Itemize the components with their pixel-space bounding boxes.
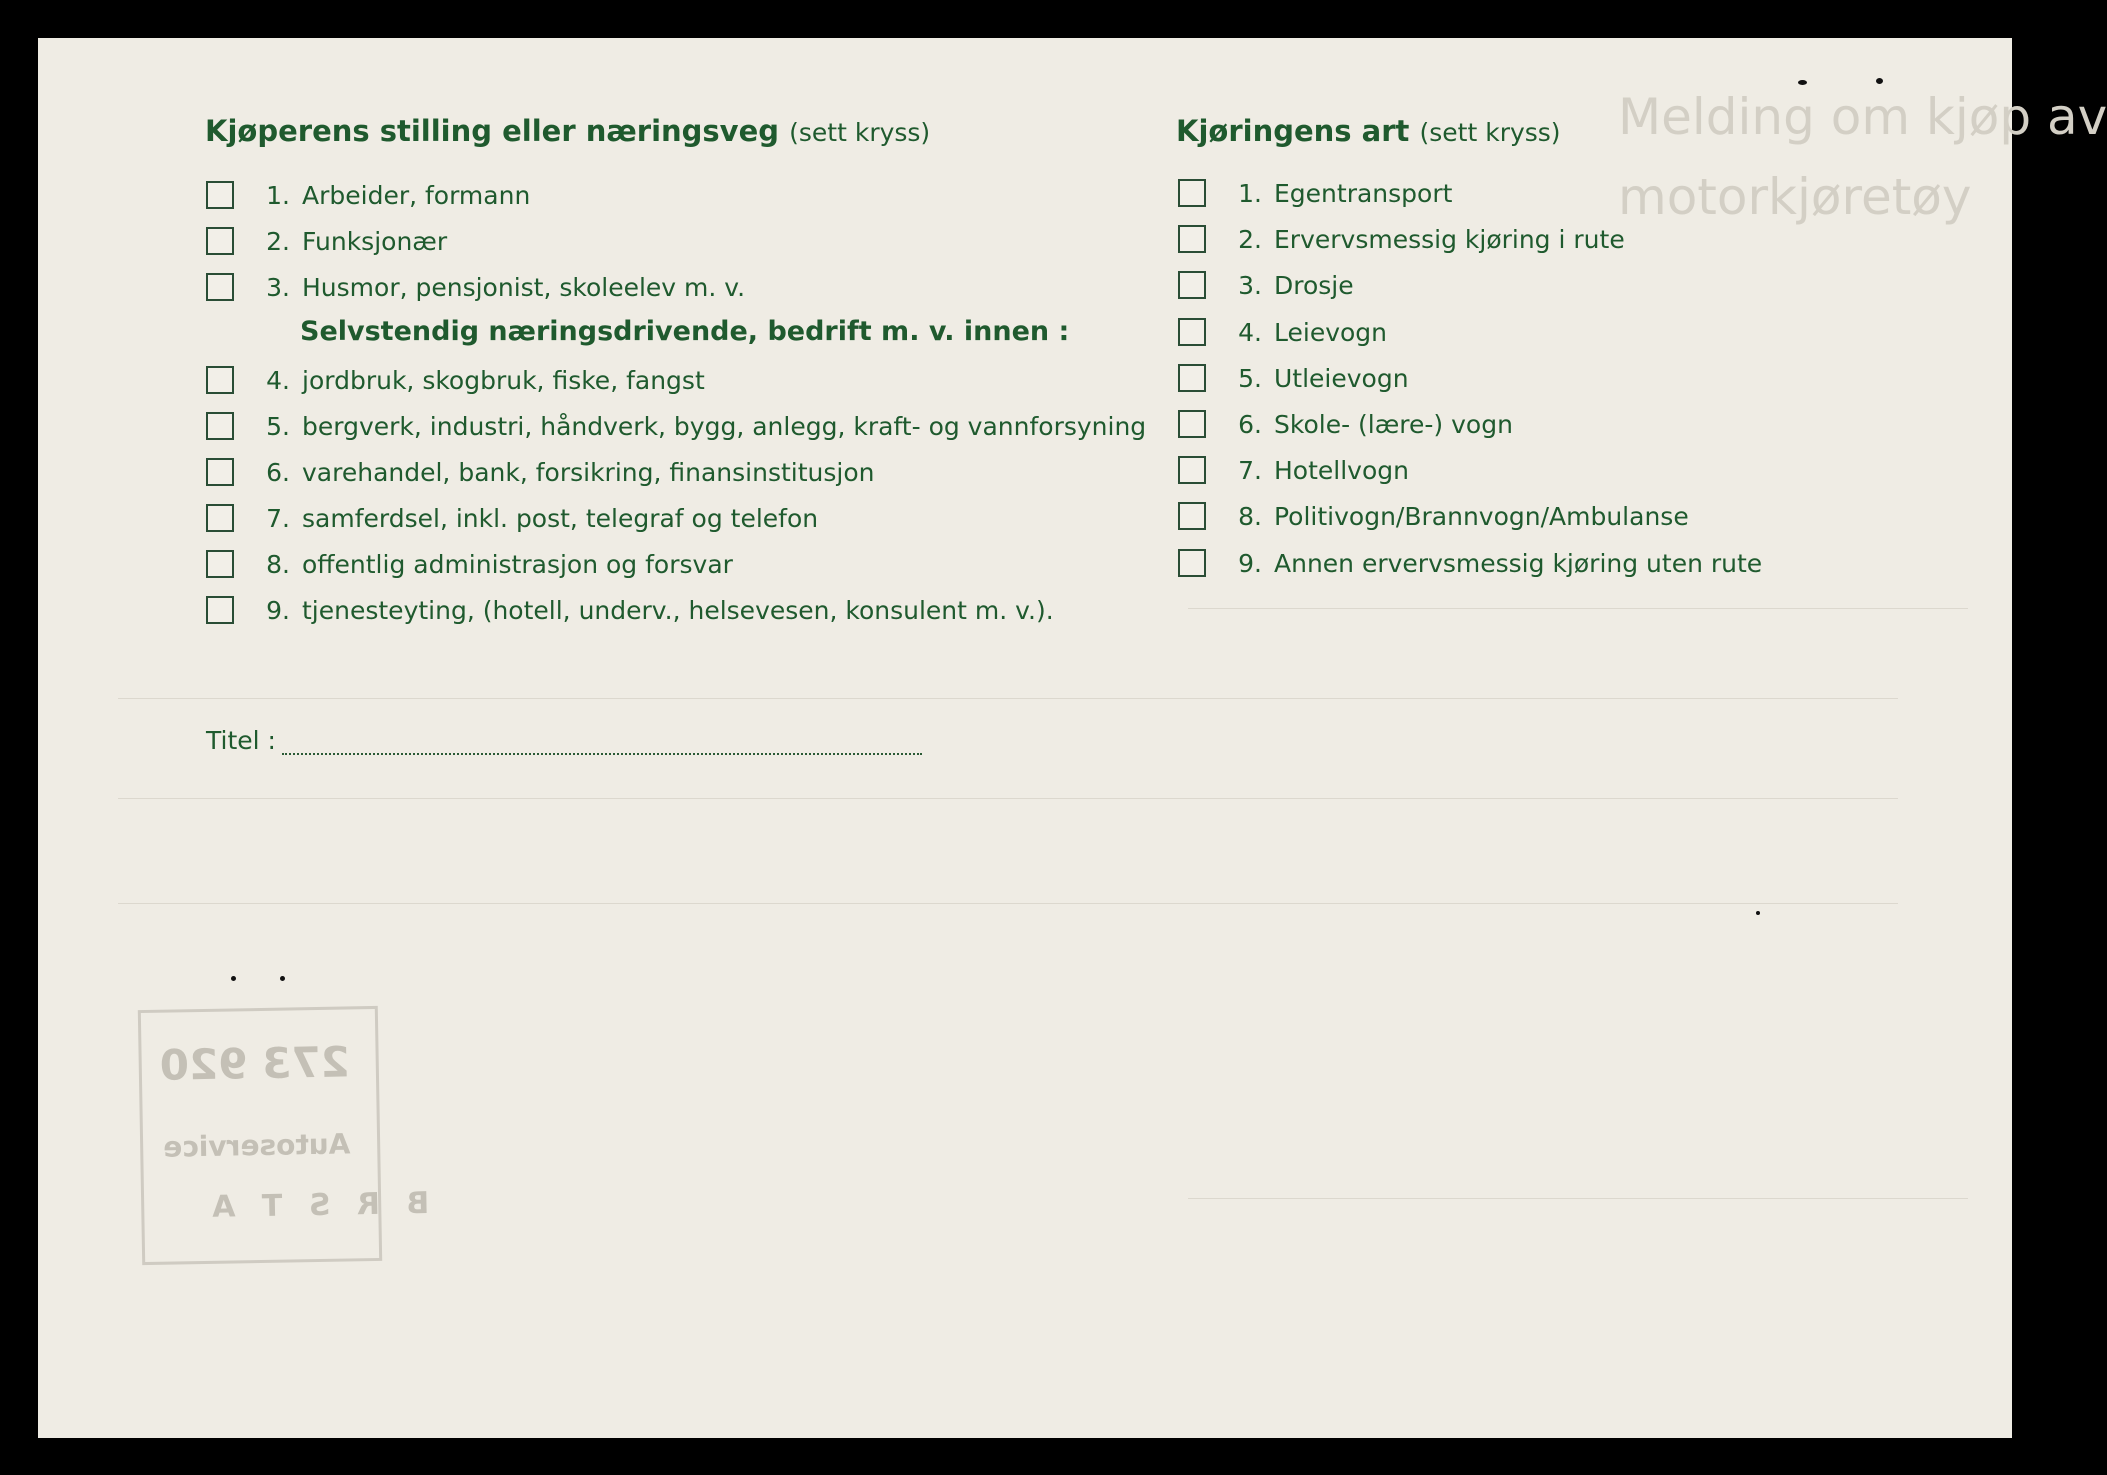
option-number: 7.: [266, 503, 290, 533]
buyer-occupation-title: Kjøperens stilling eller næringsveg: [205, 114, 780, 148]
checkbox[interactable]: [206, 550, 234, 578]
dust-speck: [1756, 911, 1760, 915]
option-label: Annen ervervsmessig kjøring uten rute: [1274, 548, 1763, 578]
driving-option-6[interactable]: [1178, 407, 1513, 441]
option-label: Arbeider, formann: [302, 180, 531, 210]
dealer-stamp: [138, 1006, 430, 1265]
dust-speck: [1876, 78, 1883, 84]
option-label: bergverk, industri, håndverk, bygg, anlegg, kraft- og vannforsyning: [302, 411, 1147, 441]
checkbox[interactable]: [206, 273, 234, 301]
driving-option-9[interactable]: [1178, 546, 1762, 580]
checkbox[interactable]: [1178, 410, 1206, 438]
option-label: Leievogn: [1274, 317, 1388, 347]
driving-option-1[interactable]: [1178, 176, 1452, 210]
show-through-rule: [118, 798, 1898, 799]
checkbox[interactable]: [1178, 179, 1206, 207]
checkbox[interactable]: [1178, 271, 1206, 299]
buyer-option-4[interactable]: [206, 363, 705, 397]
checkbox[interactable]: [206, 366, 234, 394]
driving-option-8[interactable]: [1178, 499, 1689, 533]
option-number: 5.: [266, 411, 290, 441]
option-label: Drosje: [1274, 270, 1354, 300]
buyer-option-8[interactable]: [206, 547, 733, 581]
buyer-occupation-heading: [205, 114, 930, 148]
option-number: 4.: [1238, 317, 1262, 347]
buyer-option-6[interactable]: [206, 455, 875, 489]
driving-option-7[interactable]: [1178, 453, 1409, 487]
option-number: 6.: [266, 457, 290, 487]
option-number: 8.: [266, 549, 290, 579]
show-through-rule: [1188, 1198, 1968, 1199]
option-number: 3.: [266, 272, 290, 302]
option-label: Hotellvogn: [1274, 455, 1409, 485]
option-number: 1.: [266, 180, 290, 210]
driving-option-4[interactable]: [1178, 315, 1387, 349]
option-label: Husmor, pensjonist, skoleelev m. v.: [302, 272, 746, 302]
option-number: 6.: [1238, 409, 1262, 439]
option-number: 9.: [1238, 548, 1262, 578]
checkbox[interactable]: [1178, 225, 1206, 253]
buyer-option-3[interactable]: [206, 270, 745, 304]
checkbox[interactable]: [1178, 502, 1206, 530]
option-label: varehandel, bank, forsikring, finansinstitusjon: [302, 457, 875, 487]
option-label: offentlig administrasjon og forsvar: [302, 549, 733, 579]
checkbox[interactable]: [1178, 364, 1206, 392]
option-label: tjenesteyting, (hotell, underv., helsevesen, konsulent m. v.).: [302, 595, 1054, 625]
form-sheet: [38, 38, 2107, 1438]
buyer-option-7[interactable]: [206, 501, 818, 535]
stamp-name: Autoservice: [162, 1127, 351, 1164]
show-through-heading: Melding om kjøp av: [1618, 88, 2107, 146]
checkbox[interactable]: [206, 458, 234, 486]
checkbox[interactable]: [1178, 456, 1206, 484]
stamp-number: 273 920: [159, 1037, 351, 1090]
show-through-heading-2: motorkjøretøy: [1618, 168, 1972, 226]
option-label: Ervervsmessig kjøring i rute: [1274, 224, 1625, 254]
option-label: Politivogn/Brannvogn/Ambulanse: [1274, 501, 1689, 531]
dust-speck: [1798, 80, 1807, 85]
checkbox[interactable]: [206, 412, 234, 440]
driving-option-2[interactable]: [1178, 222, 1625, 256]
show-through-rule: [118, 903, 1898, 904]
title-field[interactable]: [206, 726, 922, 755]
option-number: 7.: [1238, 455, 1262, 485]
dust-speck: [231, 976, 236, 981]
stamp-place: B R S T A: [203, 1186, 430, 1225]
option-label: Utleievogn: [1274, 363, 1409, 393]
self-employed-subheading: Selvstendig næringsdrivende, bedrift m. v. innen :: [300, 316, 1070, 347]
checkbox[interactable]: [206, 596, 234, 624]
option-label: jordbruk, skogbruk, fiske, fangst: [302, 365, 705, 395]
checkbox[interactable]: [206, 504, 234, 532]
driving-option-3[interactable]: [1178, 268, 1354, 302]
option-number: 2.: [266, 226, 290, 256]
show-through-rule: [1188, 608, 1968, 609]
option-number: 1.: [1238, 178, 1262, 208]
option-number: 5.: [1238, 363, 1262, 393]
option-label: samferdsel, inkl. post, telegraf og telefon: [302, 503, 819, 533]
driving-type-title: Kjøringens art: [1176, 114, 1410, 148]
checkbox[interactable]: [206, 181, 234, 209]
option-label: Skole- (lære-) vogn: [1274, 409, 1513, 439]
checkbox[interactable]: [1178, 318, 1206, 346]
title-field-dotted-line[interactable]: [282, 733, 922, 755]
option-number: 9.: [266, 595, 290, 625]
buyer-option-1[interactable]: [206, 178, 530, 212]
option-number: 4.: [266, 365, 290, 395]
option-number: 2.: [1238, 224, 1262, 254]
driving-option-5[interactable]: [1178, 361, 1409, 395]
buyer-option-2[interactable]: [206, 224, 447, 258]
option-number: 8.: [1238, 501, 1262, 531]
buyer-option-9[interactable]: [206, 593, 1054, 627]
option-number: 3.: [1238, 270, 1262, 300]
option-label: Funksjonær: [302, 226, 448, 256]
checkbox[interactable]: [206, 227, 234, 255]
title-field-label: Titel :: [206, 726, 276, 755]
show-through-rule: [118, 698, 1898, 699]
dust-speck: [280, 976, 285, 981]
driving-type-heading: [1176, 114, 1561, 148]
buyer-option-5[interactable]: [206, 409, 1146, 443]
checkbox[interactable]: [1178, 549, 1206, 577]
buyer-occupation-note: (sett kryss): [789, 118, 931, 147]
option-label: Egentransport: [1274, 178, 1453, 208]
driving-type-note: (sett kryss): [1419, 118, 1561, 147]
